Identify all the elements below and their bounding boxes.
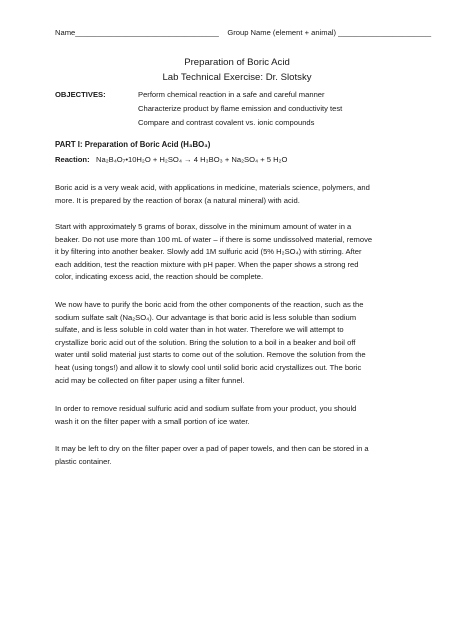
document-subtitle: Lab Technical Exercise: Dr. Slotsky — [162, 72, 312, 83]
paragraph-line: beaker. Do not use more than 100 mL of water – if there is some undissolved material, remove — [55, 234, 373, 244]
paragraph-line: color, indicating excess acid, the reaction should be complete. — [55, 272, 264, 282]
reaction-equation: Na₂B₄O₇•10H₂O + H₂SO₄ → 4 H₃BO₃ + Na₂SO₄ + 5 H₂O — [95, 155, 288, 164]
paragraph-line: It may be left to dry on the filter paper over a pad of paper towels, and then can be stored in a — [55, 444, 369, 453]
paragraph-line: crystallize boric acid out of the solution. Bring the solution to a boil in a beaker and boil off — [55, 337, 356, 347]
paragraph-line: In order to remove residual sulfuric acid and sodium sulfate from your product, you should — [55, 404, 357, 413]
paragraph-line: plastic container. — [55, 456, 112, 466]
paragraph-purification — [55, 299, 427, 387]
objectives-label: OBJECTIVES: — [55, 90, 106, 99]
group-name-field-line: Group Name (element + animal) ______________________ — [227, 28, 432, 37]
paragraph-line: sulfate, and is less soluble in cold water than in hot water. Therefore we will attempt to — [55, 325, 344, 335]
paragraph-line: We now have to purify the boric acid from the other components of the reaction, such as the — [55, 300, 364, 309]
paragraph-line: Start with approximately 5 grams of borax, dissolve in the minimum amount of water in a — [55, 222, 352, 231]
paragraph-washing — [55, 403, 427, 428]
objective-item: Perform chemical reaction in a safe and careful manner — [138, 90, 325, 99]
paragraph-line: wash it on the filter paper with a small portion of ice water. — [55, 416, 250, 426]
paragraph-drying — [55, 443, 427, 468]
reaction-line — [55, 155, 287, 164]
header-name-group-line — [55, 28, 431, 37]
objective-item: Characterize product by flame emission and conductivity test — [138, 104, 343, 113]
paragraph-line: acid may be collected on filter paper using a filter funnel. — [55, 375, 245, 385]
document-title: Preparation of Boric Acid — [184, 57, 290, 68]
paragraph-line: heat (using tongs!) and allow it to slowly cool until solid boric acid crystallizes out. The boric — [55, 362, 362, 372]
paragraph-line: sodium sulfate salt (Na₂SO₄). Our advantage is that boric acid is less soluble than sodium — [55, 312, 357, 322]
paragraph-line: it by filtering into another beaker. Slowly add 1M sulfuric acid (5% H₂SO₄) with stirring. After — [55, 247, 362, 257]
objective-item: Compare and contrast covalent vs. ionic compounds — [138, 118, 315, 127]
paragraph-intro — [55, 182, 427, 207]
part1-heading: PART I: Preparation of Boric Acid (H₃BO₃) — [55, 140, 211, 149]
paragraph-line: each addition, test the reaction mixture with pH paper. When the paper shows a strong red — [55, 259, 359, 269]
reaction-label: Reaction: — [55, 155, 90, 164]
paragraph-line: Boric acid is a very weak acid, with applications in medicine, materials science, polymers, and — [55, 183, 370, 192]
paragraph-procedure — [55, 221, 427, 284]
name-field-line: Name__________________________________ — [55, 28, 219, 37]
paragraph-line: more. It is prepared by the reaction of borax (a natural mineral) with acid. — [55, 195, 300, 205]
paragraph-line: water until solid material just starts to come out of the solution. Remove the solution from the — [55, 350, 366, 360]
